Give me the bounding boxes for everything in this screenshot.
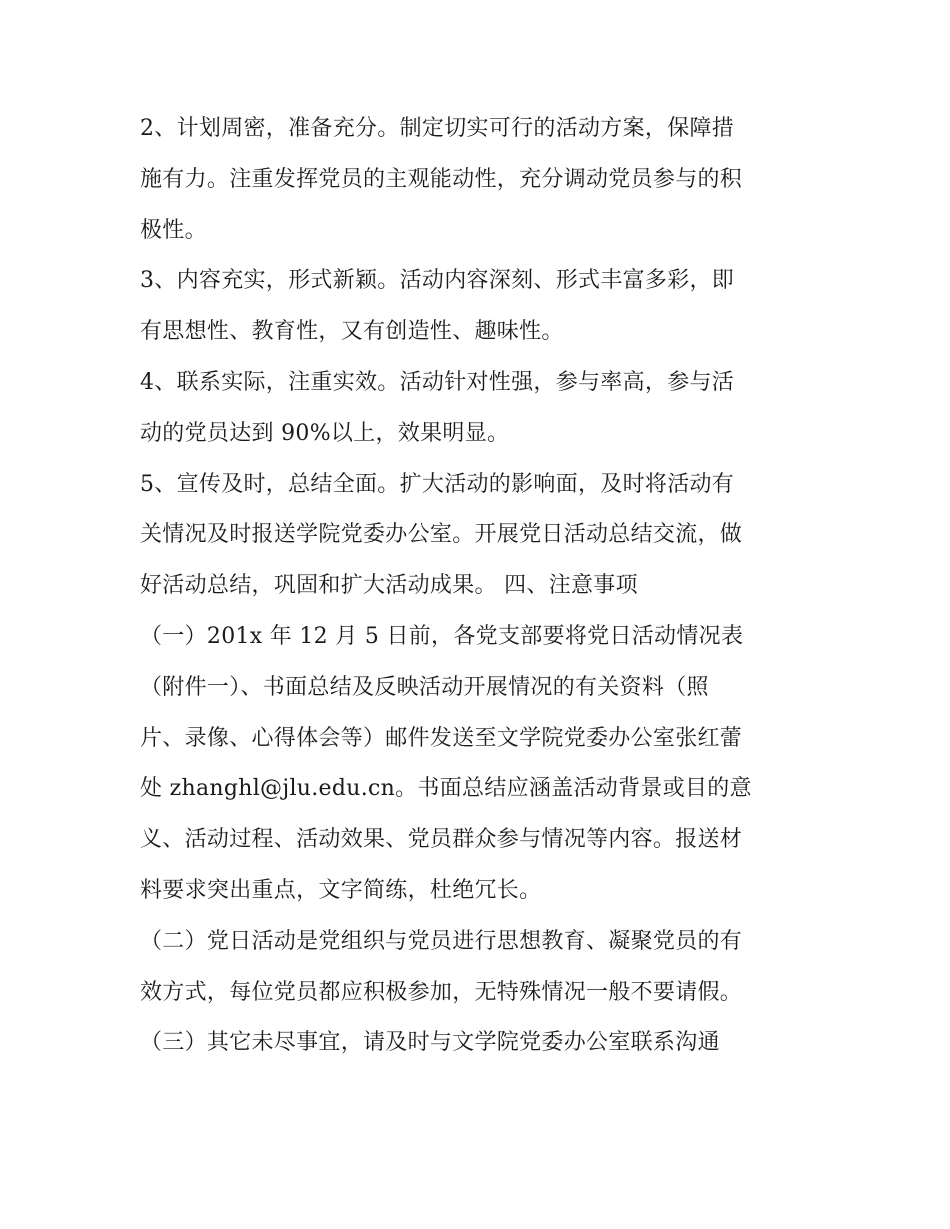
document-body (140, 104, 830, 1069)
text-line: 料要求突出重点，文字简练，杜绝冗长。 (140, 877, 542, 903)
text-line: 5、宣传及时，总结全面。扩大活动的影响面，及时将活动有 (140, 471, 735, 497)
text-line: 处 zhanghl@jlu.edu.cn。书面总结应涵盖活动背景或目的意 (140, 776, 752, 802)
text-line: （二）党日活动是党组织与党员进行思想教育、凝聚党员的有 (140, 928, 743, 954)
text-line: 施有力。注重发挥党员的主观能动性，充分调动党员参与的积 (140, 166, 743, 192)
text-line: 极性。 (140, 217, 207, 243)
text-line: 4、联系实际，注重实效。活动针对性强，参与率高，参与活 (140, 369, 735, 395)
text-line: 好活动总结，巩固和扩大活动成果。 四、注意事项 (140, 573, 638, 599)
text-line: （三）其它未尽事宜，请及时与文学院党委办公室联系沟通 (140, 1030, 720, 1056)
text-line: 2、计划周密，准备充分。制定切实可行的活动方案，保障措 (140, 116, 735, 141)
text-line: （附件一）、书面总结及反映活动开展情况的有关资料（照 (140, 674, 709, 700)
text-line: 有思想性、教育性，又有创造性、趣味性。 (140, 319, 564, 345)
text-line: （一）201x 年 12 月 5 日前，各党支部要将党日活动情况表 (140, 623, 744, 649)
text-line: 效方式，每位党员都应积极参加，无特殊情况一般不要请假。 (140, 979, 743, 1005)
text-line: 3、内容充实，形式新颖。活动内容深刻、形式丰富多彩，即 (140, 268, 735, 294)
text-line: 义、活动过程、活动效果、党员群众参与情况等内容。报送材 (140, 827, 743, 853)
text-line: 动的党员达到 90%以上，效果明显。 (140, 420, 510, 446)
text-line: 片、录像、心得体会等）邮件发送至文学院党委办公室张红蕾 (140, 725, 743, 751)
text-line: 关情况及时报送学院党委办公室。开展党日活动总结交流，做 (140, 522, 743, 548)
